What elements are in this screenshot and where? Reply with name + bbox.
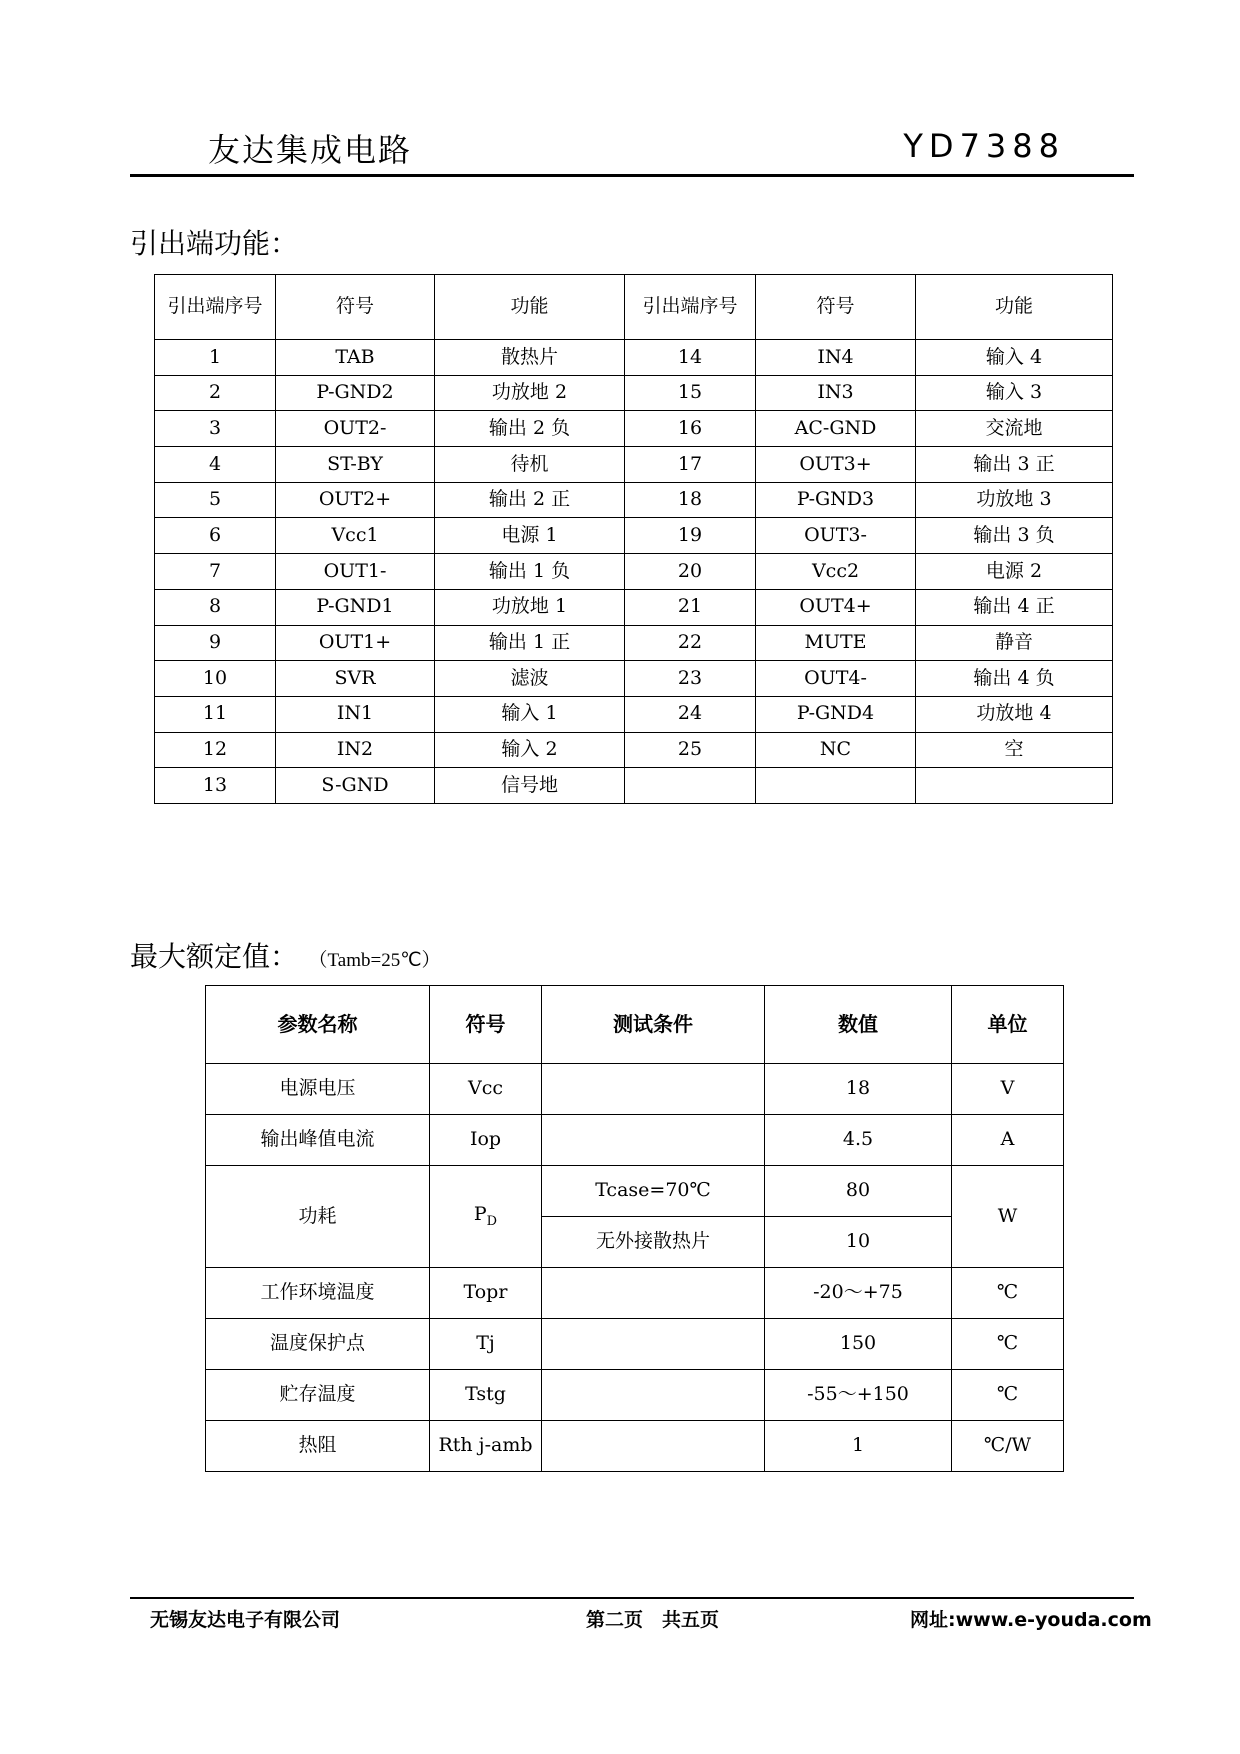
pin-number: 23 bbox=[625, 661, 756, 697]
pin-number: 5 bbox=[155, 482, 276, 518]
pin-table-row bbox=[155, 340, 1113, 376]
param-symbol bbox=[430, 1166, 542, 1268]
pin-symbol: OUT4+ bbox=[756, 589, 916, 625]
pin-table-row bbox=[155, 661, 1113, 697]
pin-function: 空 bbox=[916, 732, 1113, 768]
header-cell: 符号 bbox=[276, 275, 435, 340]
ratings-header-row bbox=[206, 986, 1064, 1064]
pin-number: 12 bbox=[155, 732, 276, 768]
pin-number: 9 bbox=[155, 625, 276, 661]
param-unit: ℃ bbox=[952, 1370, 1064, 1421]
header-cell: 参数名称 bbox=[206, 986, 430, 1064]
pin-number: 17 bbox=[625, 447, 756, 483]
pin-number: 18 bbox=[625, 482, 756, 518]
param-symbol: Topr bbox=[430, 1268, 542, 1319]
param-name: 工作环境温度 bbox=[206, 1268, 430, 1319]
ratings-row bbox=[206, 1319, 1064, 1370]
pin-symbol: IN3 bbox=[756, 375, 916, 411]
header-rule bbox=[130, 174, 1134, 177]
param-symbol: Tj bbox=[430, 1319, 542, 1370]
pin-section-title: 引出端功能： bbox=[130, 227, 299, 260]
pin-number: 8 bbox=[155, 589, 276, 625]
ratings-row bbox=[206, 1268, 1064, 1319]
param-value: -55～+150 bbox=[765, 1370, 952, 1421]
param-value: 150 bbox=[765, 1319, 952, 1370]
pin-function: 待机 bbox=[435, 447, 625, 483]
header-cell: 引出端序号 bbox=[625, 275, 756, 340]
pin-symbol: OUT1+ bbox=[276, 625, 435, 661]
header-cell: 测试条件 bbox=[542, 986, 765, 1064]
pin-number: 24 bbox=[625, 696, 756, 732]
pin-number: 20 bbox=[625, 554, 756, 590]
pin-symbol: OUT3+ bbox=[756, 447, 916, 483]
pin-number: 7 bbox=[155, 554, 276, 590]
ratings-section-title bbox=[130, 935, 441, 975]
pin-function: 输出 1 正 bbox=[435, 625, 625, 661]
pin-number: 19 bbox=[625, 518, 756, 554]
pin-table-row bbox=[155, 732, 1113, 768]
header-cell: 引出端序号 bbox=[155, 275, 276, 340]
header-cell: 功能 bbox=[435, 275, 625, 340]
pin-symbol: IN1 bbox=[276, 696, 435, 732]
pin-table-row bbox=[155, 768, 1113, 804]
pin-symbol: SVR bbox=[276, 661, 435, 697]
pin-symbol: TAB bbox=[276, 340, 435, 376]
pin-function: 功放地 3 bbox=[916, 482, 1113, 518]
param-symbol: Iop bbox=[430, 1115, 542, 1166]
header-model: YD7388 bbox=[903, 127, 1065, 165]
pin-symbol: NC bbox=[756, 732, 916, 768]
pin-symbol: P-GND3 bbox=[756, 482, 916, 518]
pin-symbol: P-GND1 bbox=[276, 589, 435, 625]
pin-table-row bbox=[155, 554, 1113, 590]
pin-number: 6 bbox=[155, 518, 276, 554]
symbol-main: P bbox=[473, 1203, 487, 1226]
param-name: 温度保护点 bbox=[206, 1319, 430, 1370]
pin-symbol: OUT2+ bbox=[276, 482, 435, 518]
pin-number: 25 bbox=[625, 732, 756, 768]
pin-number: 11 bbox=[155, 696, 276, 732]
ratings-row bbox=[206, 1166, 1064, 1217]
pin-function: 输入 3 bbox=[916, 375, 1113, 411]
param-condition bbox=[542, 1268, 765, 1319]
header-company: 友达集成电路 bbox=[208, 131, 413, 169]
pin-number: 2 bbox=[155, 375, 276, 411]
param-unit: W bbox=[952, 1166, 1064, 1268]
pin-table-row bbox=[155, 696, 1113, 732]
ratings-row bbox=[206, 1370, 1064, 1421]
param-symbol: Rth j-amb bbox=[430, 1421, 542, 1472]
pin-function: 交流地 bbox=[916, 411, 1113, 447]
param-value: 10 bbox=[765, 1217, 952, 1268]
pin-symbol bbox=[756, 768, 916, 804]
pin-symbol: Vcc2 bbox=[756, 554, 916, 590]
pin-table-row bbox=[155, 411, 1113, 447]
pin-number: 1 bbox=[155, 340, 276, 376]
pin-symbol: AC-GND bbox=[756, 411, 916, 447]
ratings-row bbox=[206, 1064, 1064, 1115]
pin-table-row bbox=[155, 518, 1113, 554]
ratings-row bbox=[206, 1115, 1064, 1166]
pin-symbol: IN2 bbox=[276, 732, 435, 768]
param-name: 电源电压 bbox=[206, 1064, 430, 1115]
pin-symbol: IN4 bbox=[756, 340, 916, 376]
pin-table-header-row bbox=[155, 275, 1113, 340]
pin-function: 输出 4 正 bbox=[916, 589, 1113, 625]
pin-function: 输入 4 bbox=[916, 340, 1113, 376]
param-value: 4.5 bbox=[765, 1115, 952, 1166]
pin-function: 散热片 bbox=[435, 340, 625, 376]
header-cell: 符号 bbox=[756, 275, 916, 340]
pin-function: 输入 2 bbox=[435, 732, 625, 768]
pin-function: 功放地 4 bbox=[916, 696, 1113, 732]
pin-number: 21 bbox=[625, 589, 756, 625]
param-name: 贮存温度 bbox=[206, 1370, 430, 1421]
param-name: 输出峰值电流 bbox=[206, 1115, 430, 1166]
pin-symbol: OUT1- bbox=[276, 554, 435, 590]
pin-function: 输入 1 bbox=[435, 696, 625, 732]
pin-number: 14 bbox=[625, 340, 756, 376]
pin-symbol: MUTE bbox=[756, 625, 916, 661]
pin-number: 10 bbox=[155, 661, 276, 697]
pin-number: 13 bbox=[155, 768, 276, 804]
pin-function-table bbox=[154, 274, 1113, 804]
pin-symbol: OUT4- bbox=[756, 661, 916, 697]
param-value: 1 bbox=[765, 1421, 952, 1472]
pin-function: 输出 2 负 bbox=[435, 411, 625, 447]
header-cell: 单位 bbox=[952, 986, 1064, 1064]
symbol-subscript: D bbox=[486, 1214, 498, 1230]
pin-function: 输出 3 正 bbox=[916, 447, 1113, 483]
param-condition bbox=[542, 1421, 765, 1472]
footer-rule bbox=[130, 1597, 1134, 1599]
pin-function: 功放地 2 bbox=[435, 375, 625, 411]
footer-page-number: 第二页 共五页 bbox=[586, 1609, 720, 1631]
param-unit: V bbox=[952, 1064, 1064, 1115]
header-cell: 功能 bbox=[916, 275, 1113, 340]
header-cell: 数值 bbox=[765, 986, 952, 1064]
pin-function: 静音 bbox=[916, 625, 1113, 661]
pin-function: 功放地 1 bbox=[435, 589, 625, 625]
footer-website: 网址:www.e-youda.com bbox=[910, 1609, 1152, 1631]
pin-function: 输出 4 负 bbox=[916, 661, 1113, 697]
footer-company: 无锡友达电子有限公司 bbox=[150, 1609, 341, 1631]
param-value: -20～+75 bbox=[765, 1268, 952, 1319]
pin-function: 滤波 bbox=[435, 661, 625, 697]
param-value: 18 bbox=[765, 1064, 952, 1115]
pin-number: 16 bbox=[625, 411, 756, 447]
pin-function: 输出 2 正 bbox=[435, 482, 625, 518]
header-cell: 符号 bbox=[430, 986, 542, 1064]
param-condition: Tcase=70℃ bbox=[542, 1166, 765, 1217]
pin-function: 信号地 bbox=[435, 768, 625, 804]
param-unit: ℃ bbox=[952, 1319, 1064, 1370]
pin-symbol: P-GND4 bbox=[756, 696, 916, 732]
pin-function: 输出 3 负 bbox=[916, 518, 1113, 554]
pin-number: 4 bbox=[155, 447, 276, 483]
pin-number: 3 bbox=[155, 411, 276, 447]
param-unit: ℃/W bbox=[952, 1421, 1064, 1472]
pin-number: 15 bbox=[625, 375, 756, 411]
max-ratings-table bbox=[205, 985, 1064, 1472]
pin-table-row bbox=[155, 447, 1113, 483]
param-name: 热阻 bbox=[206, 1421, 430, 1472]
param-condition bbox=[542, 1370, 765, 1421]
pin-symbol: OUT2- bbox=[276, 411, 435, 447]
ratings-title-text: 最大额定值： bbox=[130, 940, 299, 973]
pin-table-row bbox=[155, 625, 1113, 661]
pin-symbol: ST-BY bbox=[276, 447, 435, 483]
param-condition: 无外接散热片 bbox=[542, 1217, 765, 1268]
param-symbol: Tstg bbox=[430, 1370, 542, 1421]
pin-number: 22 bbox=[625, 625, 756, 661]
pin-symbol: OUT3- bbox=[756, 518, 916, 554]
pin-function: 电源 2 bbox=[916, 554, 1113, 590]
pin-number bbox=[625, 768, 756, 804]
pin-symbol: Vcc1 bbox=[276, 518, 435, 554]
param-unit: ℃ bbox=[952, 1268, 1064, 1319]
pin-table-row bbox=[155, 482, 1113, 518]
param-unit: A bbox=[952, 1115, 1064, 1166]
param-name: 功耗 bbox=[206, 1166, 430, 1268]
pin-symbol: S-GND bbox=[276, 768, 435, 804]
pin-symbol: P-GND2 bbox=[276, 375, 435, 411]
pin-function: 电源 1 bbox=[435, 518, 625, 554]
pin-function bbox=[916, 768, 1113, 804]
param-symbol: Vcc bbox=[430, 1064, 542, 1115]
param-value: 80 bbox=[765, 1166, 952, 1217]
param-condition bbox=[542, 1064, 765, 1115]
pin-function: 输出 1 负 bbox=[435, 554, 625, 590]
pin-table-row bbox=[155, 375, 1113, 411]
pin-table-row bbox=[155, 589, 1113, 625]
param-condition bbox=[542, 1319, 765, 1370]
param-condition bbox=[542, 1115, 765, 1166]
ratings-row bbox=[206, 1421, 1064, 1472]
ratings-condition-note: （Tamb=25℃） bbox=[318, 950, 441, 971]
